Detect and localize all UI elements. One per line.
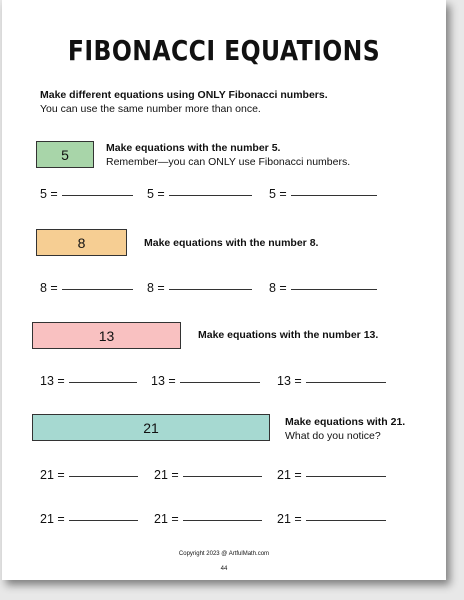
equation-8-b bbox=[147, 281, 252, 295]
number-box-8 bbox=[36, 229, 127, 256]
equation-5-c bbox=[269, 187, 377, 201]
equation-label: 21 = bbox=[277, 468, 302, 482]
answer-line[interactable] bbox=[306, 381, 386, 383]
equation-label: 8 = bbox=[269, 281, 287, 295]
answer-line[interactable] bbox=[69, 475, 138, 477]
page-number: 44 bbox=[220, 566, 228, 572]
equation-label: 21 = bbox=[154, 512, 179, 526]
equation-13-a bbox=[40, 374, 137, 388]
number-box-label: 21 bbox=[143, 419, 159, 436]
equation-label: 5 = bbox=[147, 187, 165, 201]
problem-heading-21: Make equations with 21. bbox=[285, 416, 406, 428]
equation-label: 8 = bbox=[40, 281, 58, 295]
answer-line[interactable] bbox=[169, 288, 252, 290]
equation-21-d bbox=[40, 512, 138, 526]
number-box-label: 8 bbox=[77, 234, 86, 251]
equation-21-a bbox=[40, 468, 138, 482]
equation-label: 21 = bbox=[40, 468, 65, 482]
answer-line[interactable] bbox=[169, 194, 252, 196]
number-box-label: 13 bbox=[98, 327, 115, 344]
equation-label: 21 = bbox=[277, 512, 302, 526]
equation-8-c bbox=[269, 281, 377, 295]
equation-13-b bbox=[151, 374, 260, 388]
problem-heading-13: Make equations with the number 13. bbox=[198, 329, 379, 341]
page-title: FIBONACCI EQUATIONS bbox=[67, 34, 381, 67]
equation-5-a bbox=[40, 187, 133, 201]
answer-line[interactable] bbox=[306, 519, 386, 521]
answer-line[interactable] bbox=[183, 475, 262, 477]
equation-21-c bbox=[277, 468, 386, 482]
equation-5-b bbox=[147, 187, 252, 201]
answer-line[interactable] bbox=[69, 381, 137, 383]
equation-label: 8 = bbox=[147, 281, 165, 295]
equation-21-f bbox=[277, 512, 386, 526]
number-box-label: 5 bbox=[61, 146, 69, 163]
equation-21-e bbox=[154, 512, 262, 526]
equation-label: 5 = bbox=[269, 187, 287, 201]
equation-label: 13 = bbox=[151, 374, 176, 388]
answer-line[interactable] bbox=[306, 475, 386, 477]
problem-heading-8: Make equations with the number 8. bbox=[144, 237, 319, 249]
number-box-13 bbox=[32, 322, 181, 349]
worksheet-page bbox=[2, 0, 446, 580]
answer-line[interactable] bbox=[62, 288, 133, 290]
answer-line[interactable] bbox=[180, 381, 260, 383]
equation-8-a bbox=[40, 281, 133, 295]
equation-label: 21 = bbox=[40, 512, 65, 526]
problem-heading-5: Make equations with the number 5. bbox=[106, 142, 281, 154]
instructions-line-2: You can use the same number more than once. bbox=[40, 103, 261, 115]
answer-line[interactable] bbox=[69, 519, 138, 521]
number-box-21 bbox=[32, 414, 270, 441]
equation-label: 13 = bbox=[277, 374, 302, 388]
answer-line[interactable] bbox=[291, 194, 377, 196]
equation-21-b bbox=[154, 468, 262, 482]
equation-label: 21 = bbox=[154, 468, 179, 482]
problem-subtext-21: What do you notice? bbox=[285, 430, 381, 442]
instructions-line-1: Make different equations using ONLY Fibonacci numbers. bbox=[40, 89, 328, 101]
answer-line[interactable] bbox=[183, 519, 262, 521]
answer-line[interactable] bbox=[291, 288, 377, 290]
answer-line[interactable] bbox=[62, 194, 133, 196]
number-box-5 bbox=[36, 141, 94, 168]
copyright-footer: Copyright 2023 @ ArtfulMath.com bbox=[178, 551, 270, 557]
problem-subtext-5: Remember—you can ONLY use Fibonacci numbers. bbox=[106, 156, 351, 168]
equation-label: 5 = bbox=[40, 187, 58, 201]
equation-13-c bbox=[277, 374, 386, 388]
equation-label: 13 = bbox=[40, 374, 65, 388]
